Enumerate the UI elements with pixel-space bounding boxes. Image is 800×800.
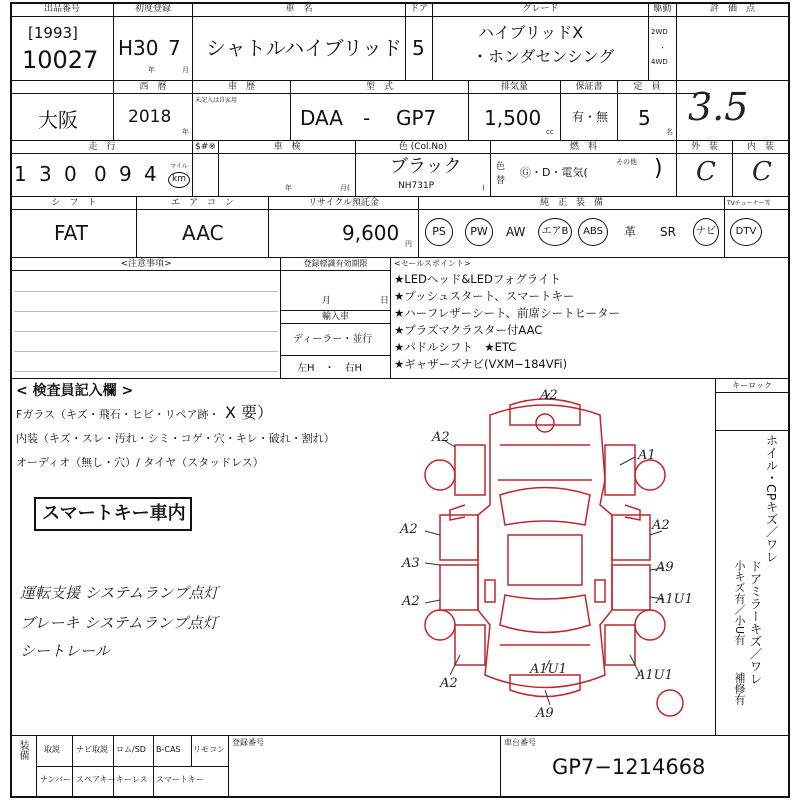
- handwritten-note-1: 運転支援 システムランプ点灯: [20, 584, 219, 602]
- accessories-label: 装備: [17, 740, 28, 760]
- model-code: GP7: [396, 106, 437, 130]
- rule-h3: [10, 93, 710, 94]
- rule-h10: [10, 378, 790, 379]
- inspector-fglass: Fガラス（キズ・飛石・ヒビ・リペア跡・: [16, 408, 220, 421]
- warranty-value: 有・無: [572, 110, 609, 124]
- rule-v29: [153, 735, 154, 796]
- rule-h1: [10, 16, 790, 17]
- inspector-interior: 内装（キズ・スレ・汚れ・シミ・コゲ・穴・キレ・破れ・割れ）: [16, 432, 335, 445]
- equip-pw: PW: [465, 218, 493, 246]
- rule-h11: [10, 735, 790, 736]
- mark-right-rear-door: A1U1: [656, 592, 693, 607]
- list-item: ★ギャザーズナビ(VXM−184VFi): [394, 357, 568, 371]
- mark-left-mid: A2: [400, 522, 418, 537]
- fuel-label: 燃 料: [569, 142, 597, 152]
- first-reg-year-unit: 年: [148, 66, 155, 74]
- mark-left-low: A3: [402, 556, 420, 571]
- model-label: 型 式: [365, 82, 393, 92]
- acc-smart-key: スマートキー: [156, 775, 204, 784]
- mark-rear-left: A2: [440, 676, 458, 691]
- handwritten-note-2: ブレーキ システムランプ点灯: [20, 614, 218, 632]
- fuel-close: ): [654, 156, 663, 181]
- mark-left-rear-door: A2: [402, 594, 420, 609]
- aircon-value: AAC: [182, 221, 224, 245]
- list-item: ★LEDヘッド&LEDフォグライト: [394, 272, 561, 286]
- mark-rear-center: A1U1: [530, 662, 567, 677]
- vertical-note-repair: 補修有: [733, 672, 746, 705]
- acc-spare-key: スペアキー: [76, 775, 116, 784]
- displacement-label: 排気量: [500, 82, 528, 92]
- door-count: 5: [412, 36, 425, 60]
- rule-v23: [715, 378, 716, 735]
- displacement-value: 1,500: [484, 106, 542, 130]
- mileage-digit: 0: [94, 162, 107, 186]
- interior-label: 内 装: [746, 142, 774, 152]
- drive-sep: ・: [659, 44, 666, 52]
- grade-line1: ハイブリッドX: [478, 23, 584, 42]
- key-lock-label: キーロック: [732, 381, 772, 390]
- vertical-note-mirror: ドアミラーキズ／ワレ: [748, 560, 763, 685]
- rule-v1: [113, 2, 114, 140]
- acc-bcas: B-CAS: [156, 745, 181, 754]
- rule-v30: [191, 735, 192, 766]
- mark-right-mid: A2: [652, 518, 670, 533]
- equip-dtv: DTV: [730, 218, 762, 246]
- acc-plate: ナンバー: [40, 775, 72, 784]
- recycle-unit: 円: [405, 240, 412, 248]
- frame-left: [10, 2, 12, 798]
- interior-grade: C: [752, 157, 772, 187]
- mileage-digit: 1: [14, 162, 27, 186]
- equip-aw: AW: [506, 225, 526, 239]
- mileage-unit-km: km: [168, 172, 190, 188]
- rule-h17: [715, 430, 790, 431]
- equip-airbag: エアB: [538, 218, 572, 246]
- color-label: 色 (Col.No): [398, 142, 448, 152]
- list-item: ★プラズマクラスター付AAC: [394, 323, 543, 337]
- year-value: 2018: [128, 107, 172, 127]
- mileage-label: 走 行: [88, 142, 116, 152]
- fuel-options: Ⓖ・D・電気(: [520, 166, 588, 179]
- tuner-label: TVチューナー等: [727, 200, 771, 207]
- mileage-digits: [14, 160, 164, 190]
- rule-v6: [676, 2, 677, 196]
- mileage-unit-mile: マイル: [170, 163, 188, 170]
- lot-no-label: 出品番号: [43, 4, 80, 14]
- shift-label: シ フ ト: [51, 198, 97, 208]
- smeter-label: $#※: [195, 142, 216, 152]
- equipment-label: 純 正 装 備: [539, 198, 603, 208]
- first-reg-label: 初度登録: [134, 4, 171, 14]
- rule-h14: [280, 323, 390, 324]
- frame-right: [788, 2, 790, 798]
- area: 大阪: [38, 108, 78, 132]
- grade-label: グレード: [522, 4, 559, 14]
- mark-right-low: A9: [656, 560, 674, 575]
- import-label: 輸入車: [321, 312, 349, 322]
- grade-line2: ・ホンダセンシング: [472, 47, 615, 66]
- chassis-number: GP7−1214668: [552, 755, 706, 779]
- reg-deadline-label: 登録標識有効期限: [303, 259, 368, 268]
- mileage-digit: 0: [64, 162, 77, 186]
- inspection-year-unit: 年: [285, 184, 292, 192]
- rating-label: 評 価 点: [709, 4, 755, 14]
- handwritten-note-3: シートレール: [20, 642, 110, 660]
- displacement-unit: cc: [546, 128, 554, 136]
- rule-h12: [280, 270, 390, 271]
- drive-4wd: 4WD: [651, 58, 668, 66]
- mark-front-left: A2: [432, 430, 450, 445]
- lot-prefix: [1993]: [28, 24, 78, 42]
- rule-v25: [228, 735, 229, 796]
- exterior-label: 外 装: [690, 142, 718, 152]
- inspector-fglass-mark: X 要）: [225, 403, 274, 422]
- car-name-label: 車 名: [285, 4, 313, 14]
- list-item: ★パドルシフト ★ETC: [394, 340, 517, 354]
- notes-label: <注意事項>: [120, 259, 172, 269]
- smart-key-stamp: [34, 497, 192, 531]
- handle-side: 左H ・ 右H: [297, 363, 363, 374]
- capacity-unit: 名: [666, 128, 673, 136]
- rule-h5: [10, 153, 790, 154]
- inspection-month-unit: 月(: [340, 184, 350, 192]
- reg-deadline-day: 日: [380, 296, 390, 306]
- recycle-value: 9,600: [342, 221, 400, 245]
- rule-h18: [36, 766, 228, 767]
- dealer-parallel: ディーラー・並行: [293, 334, 373, 345]
- list-item: ★ハーフレザーシート、前席シートヒーター: [394, 306, 621, 320]
- fuel-other: その他: [616, 158, 637, 166]
- aircon-label: エ ア コ ン: [170, 198, 234, 208]
- first-reg-era-year: H30: [118, 36, 159, 60]
- first-reg-month: 7: [168, 36, 181, 60]
- drive-label: 駆動: [653, 4, 672, 14]
- vertical-note-small: 小キズ有／小U有: [733, 560, 746, 646]
- history-note: 未記入は自家用: [195, 97, 238, 104]
- rule-v22: [390, 257, 391, 378]
- color-name: ブラック: [390, 156, 462, 177]
- inspector-title: < 検査員記入欄 >: [16, 383, 134, 399]
- color-close: ): [482, 184, 485, 192]
- drive-2wd: 2WD: [651, 28, 668, 36]
- mark-front-right: A1: [638, 448, 656, 463]
- acc-navi-manual: ナビ取説: [76, 745, 108, 754]
- mileage-digit: 3: [39, 162, 52, 186]
- inspector-audio-tire: オーディオ（無し・穴）/ タイヤ（スタッドレス）: [16, 456, 264, 469]
- rating-value: 3.5: [688, 85, 749, 129]
- rule-h7: [10, 209, 790, 210]
- rule-v20: [724, 196, 725, 257]
- vertical-note-wheel: ホイル・CPキズ／ワレ: [764, 434, 779, 563]
- rule-h9: [10, 270, 280, 271]
- warranty-label: 保証書: [575, 82, 603, 92]
- rule-h15: [280, 355, 390, 356]
- capacity-label: 定 員: [633, 82, 661, 92]
- equip-leather: 革: [624, 225, 637, 239]
- smart-key-stamp-text: スマートキー車内: [42, 503, 186, 524]
- equip-ps: PS: [425, 218, 453, 246]
- equip-abs: ABS: [578, 218, 608, 246]
- reg-deadline-month: 月: [322, 296, 332, 306]
- color-change-label: 色替: [496, 162, 506, 186]
- door-label: ドア: [410, 4, 428, 14]
- model-prefix: DAA -: [300, 106, 371, 130]
- list-item: ★プッシュスタート、スマートキー: [394, 289, 575, 303]
- equip-navi: ナビ: [693, 218, 719, 246]
- recycle-label: リサイクル預託金: [308, 198, 379, 208]
- mark-bottom: A9: [536, 706, 554, 721]
- inspection-label: 車 検: [273, 142, 301, 152]
- equip-sunroof: SR: [660, 225, 676, 239]
- color-code: NH731P: [398, 181, 435, 191]
- mileage-digit: 9: [119, 162, 132, 186]
- exterior-grade: C: [696, 157, 716, 187]
- rule-v26: [500, 735, 501, 796]
- chassis-label: 車台番号: [504, 738, 536, 747]
- sales-points-label: <セールスポイント>: [394, 259, 471, 268]
- car-name: シャトルハイブリッド: [206, 36, 402, 60]
- acc-remote: リモコン: [193, 745, 225, 754]
- lot-number: 10027: [22, 46, 99, 74]
- mark-rear-right: A1U1: [636, 668, 673, 683]
- capacity-value: 5: [638, 106, 651, 130]
- frame-bottom: [10, 796, 790, 798]
- rule-v27: [72, 735, 73, 796]
- acc-manual: 取説: [44, 745, 60, 754]
- acc-rom-sd: ロム/SD: [116, 745, 146, 754]
- acc-keyless: キーレス: [116, 775, 148, 784]
- mileage-digit: 4: [144, 162, 157, 186]
- mark-top: A2: [540, 388, 558, 403]
- rule-h16: [715, 392, 790, 393]
- notes-lines: [14, 272, 278, 376]
- reg-no-label: 登録番号: [232, 738, 264, 747]
- rule-v28: [113, 735, 114, 796]
- shift-value: FAT: [54, 221, 89, 245]
- history-label: 車 歴: [227, 82, 255, 92]
- year-unit: 年: [182, 128, 189, 136]
- first-reg-month-unit: 月: [182, 66, 189, 74]
- year-label: 西 暦: [139, 82, 167, 92]
